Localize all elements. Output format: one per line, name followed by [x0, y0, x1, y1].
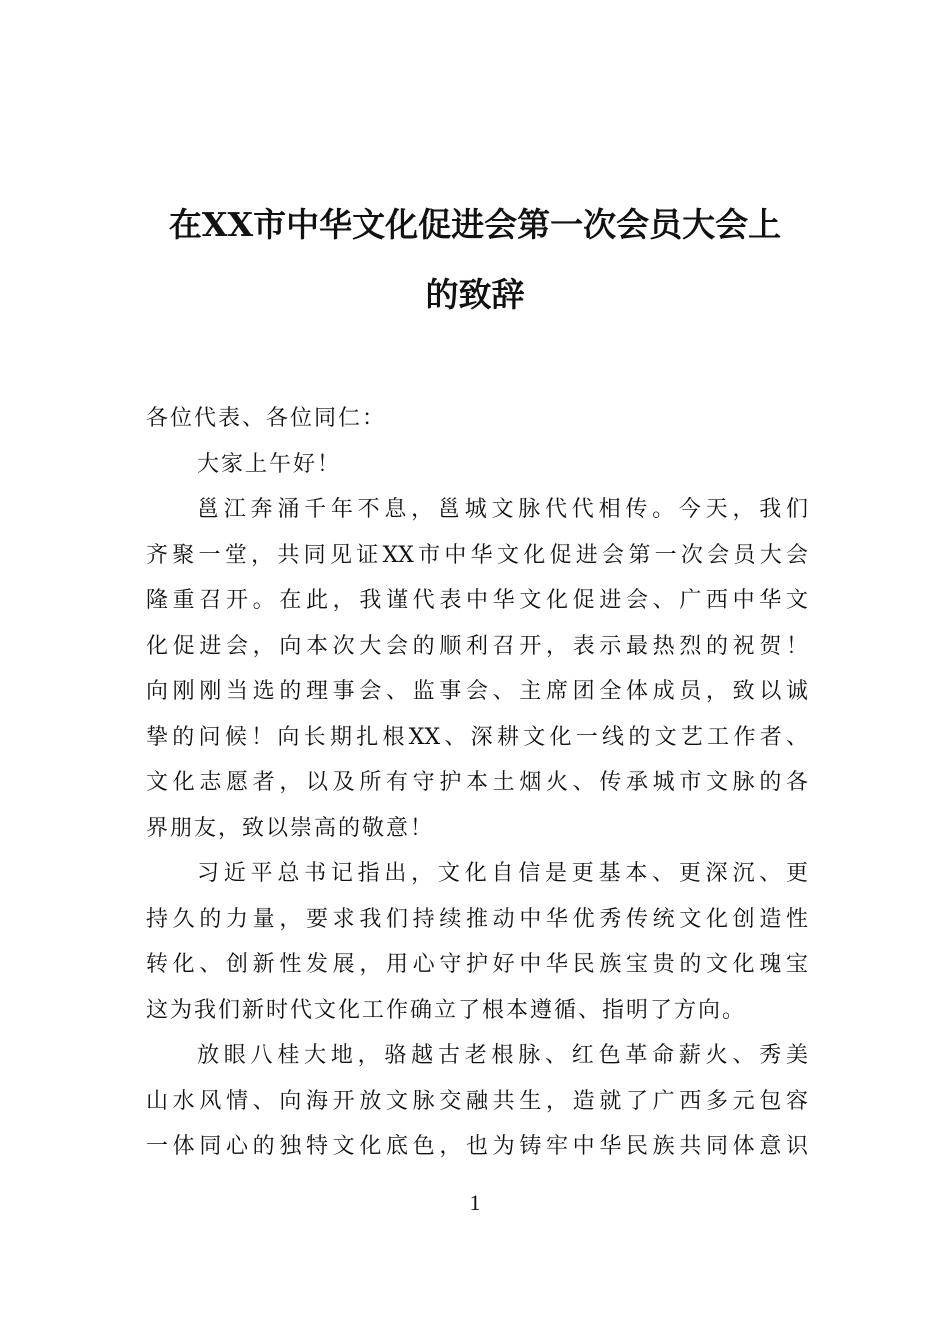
paragraph-line: 持久的力量，要求我们持续推动中华优秀传统文化创造性 — [146, 906, 808, 932]
title-line-1: 在XX市中华文化促进会第一次会员大会上 — [168, 205, 782, 244]
paragraph-line: 邕江奔涌千年不息，邕城文脉代代相传。今天，我们 — [197, 497, 808, 522]
paragraph-line: 向刚刚当选的理事会、监事会、主席团全体成员，致以诚 — [146, 679, 808, 704]
paragraph-line: 化促进会，向本次大会的顺利召开，表示最热烈的祝贺！ — [146, 633, 808, 659]
paragraph-line: 文化志愿者，以及所有守护本土烟火、传承城市文脉的各 — [146, 770, 808, 795]
title-line-2: 的致辞 — [425, 275, 525, 314]
paragraph-line: 山水风情、向海开放文脉交融共生，造就了广西多元包容 — [146, 1088, 808, 1114]
paragraph-line: 习近平总书记指出，文化自信是更基本、更深沉、更 — [197, 861, 808, 886]
document-title — [110, 190, 840, 330]
salutation: 各位代表、各位同仁： — [146, 406, 387, 431]
page-number: 1 — [469, 1190, 481, 1215]
paragraph-line: 放眼八桂大地，骆越古老根脉、红色革命薪火、秀美 — [197, 1043, 808, 1068]
paragraph-line: 挚的问候！向长期扎根XX、深耕文化一线的文艺工作者、 — [146, 724, 808, 750]
paragraph-line: 隆重召开。在此，我谨代表中华文化促进会、广西中华文 — [146, 588, 808, 613]
paragraph-1 — [146, 487, 808, 851]
paragraph-2 — [146, 851, 808, 1033]
paragraph-line: 界朋友，致以崇高的敬意！ — [146, 815, 435, 841]
paragraph-line: 一体同心的独特文化底色，也为铸牢中华民族共同体意识 — [146, 1134, 808, 1159]
paragraph-3 — [146, 1033, 808, 1170]
paragraph-line: 转化、创新性发展，用心守护好中华民族宝贵的文化瑰宝 — [146, 952, 808, 977]
paragraph-line: 齐聚一堂，共同见证XX市中华文化促进会第一次会员大会 — [146, 542, 808, 568]
paragraph-line: 这为我们新时代文化工作确立了根本遵循、指明了方向。 — [146, 997, 747, 1023]
document-body — [146, 396, 808, 1170]
greeting: 大家上午好！ — [197, 451, 342, 477]
